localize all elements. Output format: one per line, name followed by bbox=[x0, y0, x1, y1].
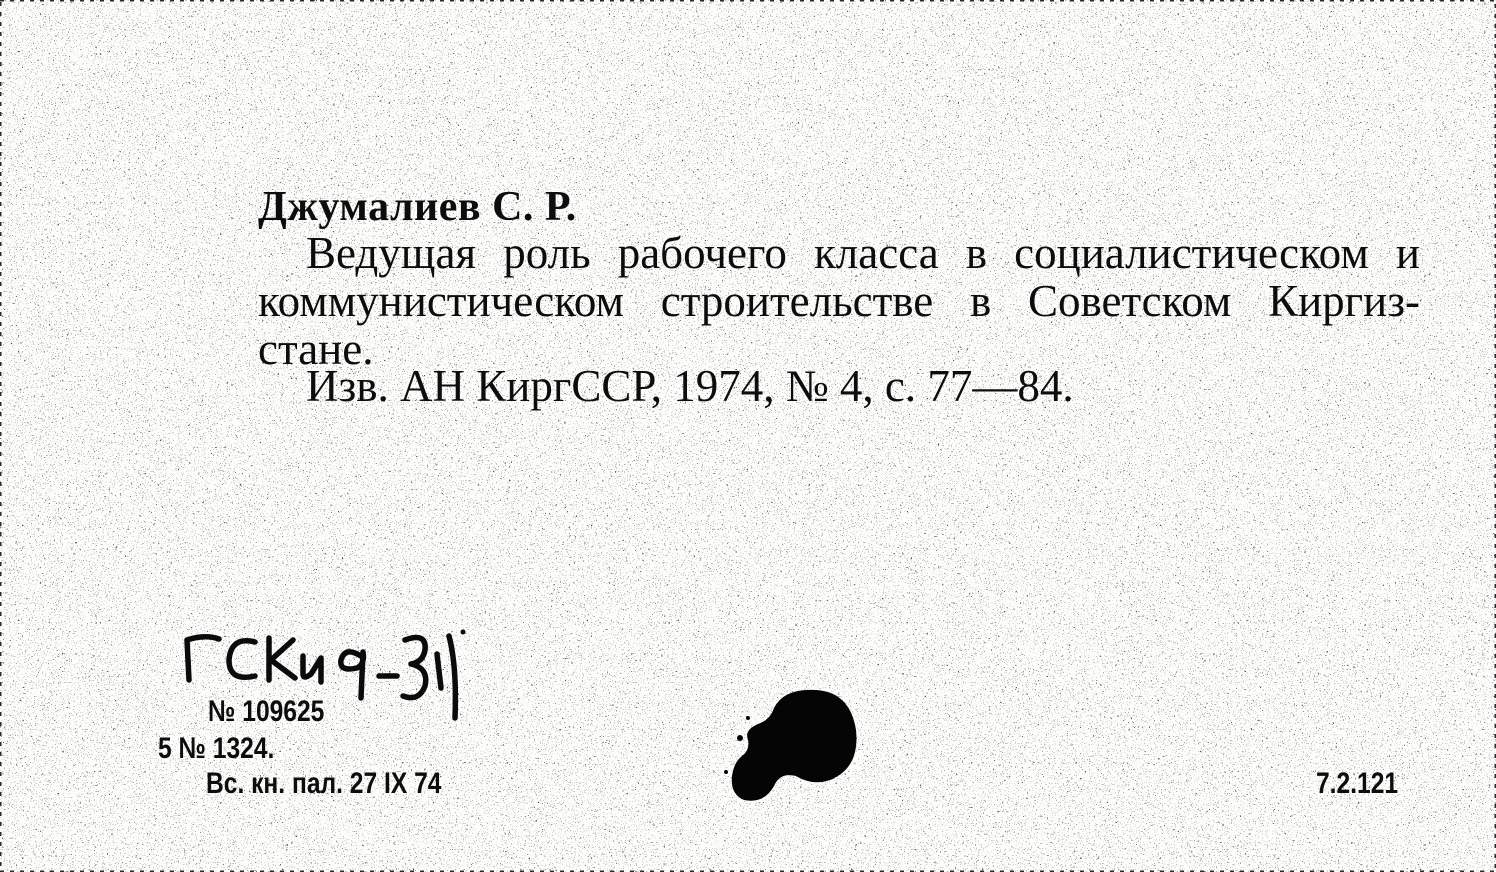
accession-number: № 109625 bbox=[208, 695, 325, 728]
card-author: Джумалиев С. Р. bbox=[258, 184, 577, 230]
ink-blot bbox=[718, 676, 868, 808]
card-title-line-2: коммунистическом строительстве в Советском Киргиз- bbox=[258, 276, 1420, 326]
issue-line: 5 № 1324. bbox=[158, 732, 275, 765]
classification-code: 7.2.121 bbox=[1316, 767, 1399, 800]
card-title-line-3: стане. bbox=[258, 324, 374, 374]
received-line: Вс. кн. пал. 27 IX 74 bbox=[206, 767, 442, 800]
card-title-line-1: Ведущая роль рабочего класса в социалистическом и bbox=[306, 228, 1420, 278]
card-source: Изв. АН КиргССР, 1974, № 4, с. 77—84. bbox=[306, 361, 1074, 411]
